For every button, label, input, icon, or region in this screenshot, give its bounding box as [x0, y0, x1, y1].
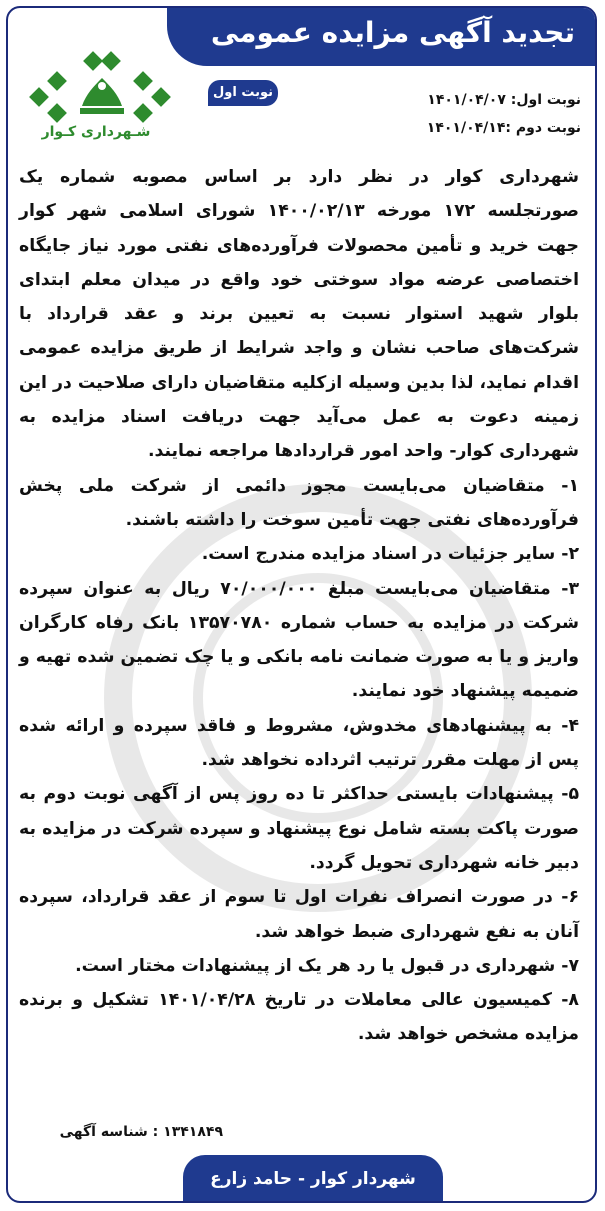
municipality-logo — [24, 48, 174, 158]
advertisement-frame — [6, 6, 597, 1203]
mayor-signature: شهردار کوار - حامد زارع — [210, 1169, 416, 1189]
condition-item-3: ۳- متقاضیان می‌بایست مبلغ ۷۰/۰۰۰/۰۰۰ ریال به عنوان سپرده شرکت در مزایده به حساب شماره ۱۳۵۷۰۷۸۰ بانک رفاه کارگران واریز و یا به صورت ضمانت نامه بانکی و یا چک تضمین شده تهیه و ضمیمه پیشنهاد خود نمایند. — [19, 578, 579, 702]
condition-item-5: ۵- پیشنهادات بایستی حداکثر تا ده روز پس از آگهی نوبت دوم به صورت پاکت بسته شامل نوع پیشنهاد و سپرده شرکت در مزایده به دبیر خانه شهرداری تحویل گردد. — [19, 784, 579, 873]
condition-item-8: ۸- کمیسیون عالی معاملات در تاریخ ۱۴۰۱/۰۴/۲۸ تشکیل و برنده مزایده مشخص خواهد شد. — [19, 990, 579, 1045]
page-title: تجدید آگهی مزایده عمومی — [210, 16, 575, 49]
condition-item-2: ۲- سایر جزئیات در اسناد مزایده مندرج است. — [201, 544, 579, 565]
publication-dates — [281, 86, 581, 142]
second-publication-date: نوبت دوم :۱۴۰۱/۰۴/۱۴ — [426, 120, 581, 136]
condition-item-7: ۷- شهرداری در قبول یا رد هر یک از پیشنهادات مختار است. — [75, 955, 579, 976]
logo-caption: شـهرداری کـوار — [41, 124, 151, 140]
signature-banner — [183, 1155, 443, 1203]
title-banner — [167, 6, 597, 66]
condition-item-1: ۱- متقاضیان می‌بایست مجوز دائمی از شرکت ملی پخش فرآورده‌های نفتی جهت تأمین سوخت را داشته باشند. — [19, 475, 579, 530]
first-publication-date: نوبت اول: ۱۴۰۱/۰۴/۰۷ — [427, 92, 581, 108]
condition-item-6: ۶- در صورت انصراف نفرات اول تا سوم از عقد قرارداد، سپرده آنان به نفع شهرداری ضبط خواهد شد. — [19, 887, 579, 942]
condition-item-4: ۴- به پیشنهادهای مخدوش، مشروط و فاقد سپرده و ارائه شده پس از مهلت مقرر ترتیب اثرداده نخواهد شد. — [19, 715, 579, 771]
edition-badge: نوبت اول — [208, 80, 278, 106]
ad-identifier: ۱۳۴۱۸۴۹ : شناسه آگهی — [59, 1124, 223, 1140]
intro-paragraph: شهرداری کوار در نظر دارد بر اساس مصوبه شماره یک صورتجلسه ۱۷۲ مورخه ۱۴۰۰/۰۲/۱۳ شورای اسلامی شهر کوار جهت خرید و تأمین محصولات فرآورده‌های نفتی مورد نیاز جایگاه اختصاصی عرضه مواد سوختی خود واقع در میدان معلم ابتدای بلوار شهید استوار نسبت به تعیین برند و عقد قرارداد با شرکت‌های صاحب نشان و واجد شرایط از طریق مزایده عمومی اقدام نماید، لذا بدین وسیله ازکلیه متقاضیان دارای صلاحیت در این زمینه دعوت به عمل می‌آید جهت دریافت اسناد مزایده به شهرداری کوار- واحد امور قراردادها مراجعه نمایند. — [19, 167, 580, 462]
announcement-body — [19, 160, 579, 1052]
